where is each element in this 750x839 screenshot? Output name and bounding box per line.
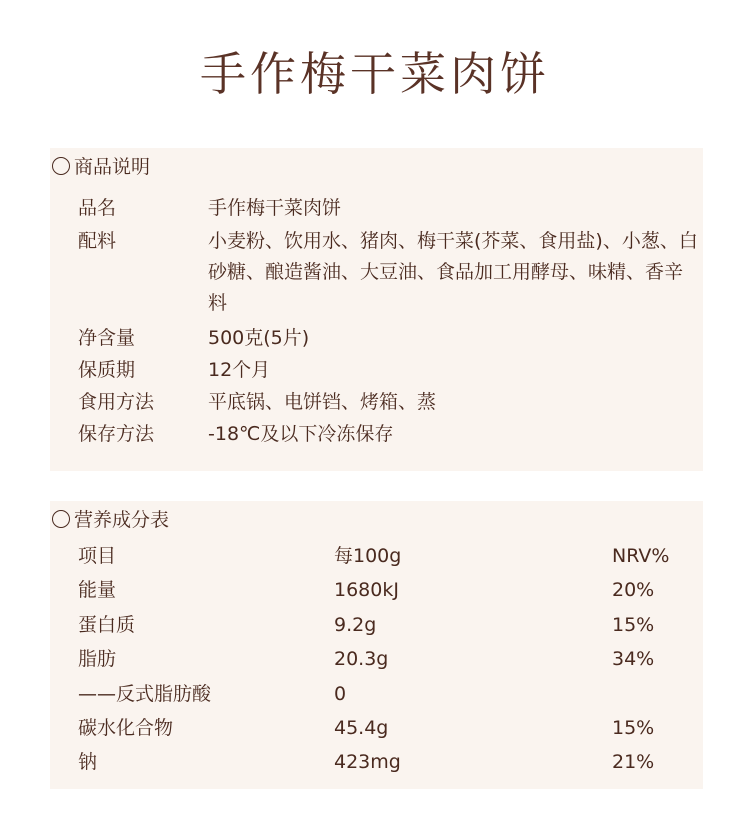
nutrition-header-nrv: NRV% — [612, 545, 670, 567]
info-value: 12个月 — [208, 359, 271, 381]
page-title: 手作梅干菜肉饼 — [200, 47, 550, 101]
info-row-shelf-life — [78, 355, 698, 386]
nutrition-header-item: 项目 — [78, 545, 117, 567]
info-row-usage — [78, 387, 698, 418]
info-label: 保质期 — [78, 359, 136, 381]
info-value: 平底锅、电饼铛、烤箱、蒸 — [208, 391, 437, 413]
nutrient-amount: 423mg — [334, 751, 401, 773]
info-row-net-weight — [78, 323, 698, 354]
info-label: 品名 — [78, 197, 117, 219]
nutrient-amount: 9.2g — [334, 614, 377, 636]
nutrient-name: ——反式脂肪酸 — [78, 683, 212, 705]
info-row-storage — [78, 419, 698, 450]
nutrient-name: 蛋白质 — [78, 614, 136, 636]
nutrition-heading — [52, 505, 169, 532]
product-info-heading — [52, 152, 150, 179]
nutrient-amount: 20.3g — [334, 648, 389, 670]
info-label: 净含量 — [78, 327, 136, 349]
nutrient-nrv: 20% — [612, 579, 655, 601]
nutrition-panel — [50, 501, 703, 789]
info-value: 小麦粉、饮用水、猪肉、梅干菜(芥菜、食用盐)、小葱、白砂糖、酿造酱油、大豆油、食品加工用酵母、味精、香辛料 — [208, 230, 698, 314]
nutrition-header-amount: 每100g — [334, 545, 402, 567]
info-value: 500克(5片) — [208, 327, 310, 349]
info-value: 手作梅干菜肉饼 — [208, 197, 342, 219]
info-label: 食用方法 — [78, 391, 155, 413]
nutrient-nrv: 15% — [612, 614, 655, 636]
nutrient-name: 碳水化合物 — [78, 717, 174, 739]
product-info-panel — [50, 148, 703, 471]
nutrient-nrv: 34% — [612, 648, 655, 670]
nutrient-amount: 45.4g — [334, 717, 389, 739]
nutrient-amount: 1680kJ — [334, 579, 399, 601]
circle-bullet-icon — [52, 157, 70, 175]
circle-bullet-icon — [52, 510, 70, 528]
product-info-heading-text: 商品说明 — [74, 156, 151, 178]
info-row-ingredients — [78, 226, 698, 319]
nutrient-name: 钠 — [78, 751, 98, 773]
info-value: -18℃及以下冷冻保存 — [208, 423, 394, 445]
nutrient-nrv: 15% — [612, 717, 655, 739]
info-label: 配料 — [78, 230, 117, 252]
nutrient-name: 能量 — [78, 579, 117, 601]
info-label: 保存方法 — [78, 423, 155, 445]
nutrition-heading-text: 营养成分表 — [74, 509, 170, 531]
info-row-name — [78, 193, 698, 224]
nutrient-amount: 0 — [334, 683, 347, 705]
nutrient-name: 脂肪 — [78, 648, 117, 670]
nutrient-nrv: 21% — [612, 751, 655, 773]
